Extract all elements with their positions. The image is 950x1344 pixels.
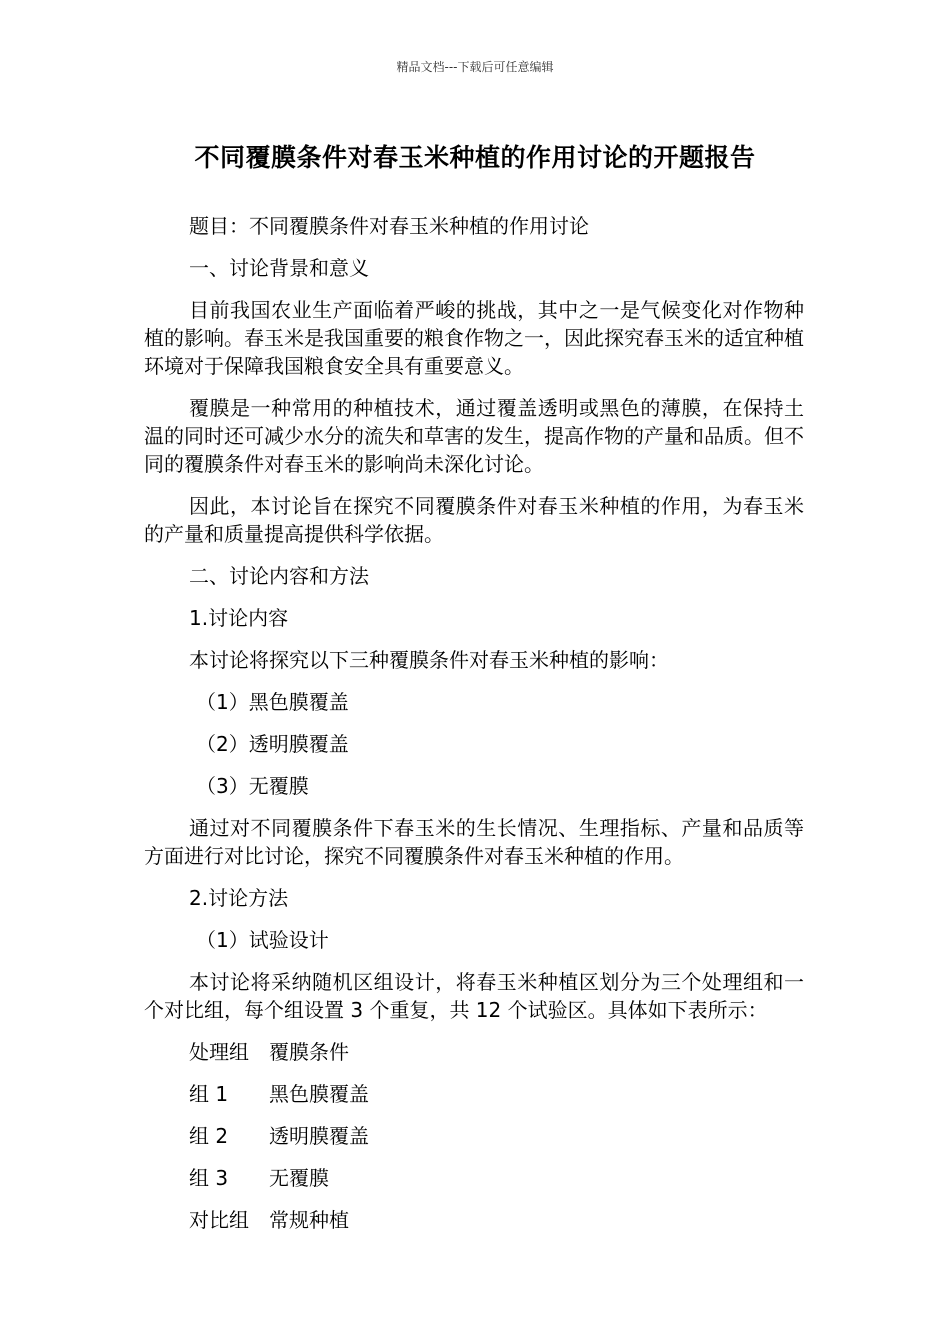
condition-item-no-film: （3）无覆膜	[196, 774, 309, 798]
table-header-condition: 覆膜条件	[269, 1040, 349, 1064]
header-note: 精品文档---下载后可任意编辑	[396, 60, 554, 74]
table-header-group: 处理组	[189, 1040, 249, 1064]
document-title: 不同覆膜条件对春玉米种植的作用讨论的开题报告	[194, 143, 756, 172]
condition-item-black-film: （1）黑色膜覆盖	[196, 690, 349, 714]
table-row	[189, 1122, 804, 1150]
table-header-row	[189, 1038, 804, 1066]
paragraph-comparison: 通过对不同覆膜条件下春玉米的生长情况、生理指标、产量和品质等方面进行对比讨论，探究不同覆膜条件对春玉米种植的作用。	[144, 816, 804, 868]
paragraph-mulching: 覆膜是一种常用的种植技术，通过覆盖透明或黑色的薄膜，在保持土温的同时还可减少水分的流失和草害的发生，提高作物的产量和品质。但不同的覆膜条件对春玉米的影响尚未深化讨论。	[144, 396, 804, 476]
table-row	[189, 1164, 804, 1192]
table-cell-condition: 黑色膜覆盖	[269, 1082, 369, 1106]
section-heading-content-methods: 二、讨论内容和方法	[189, 564, 369, 588]
subheading-content: 1.讨论内容	[189, 606, 289, 630]
table-cell-group: 对比组	[189, 1208, 249, 1232]
document-body	[144, 212, 804, 1248]
treatment-table	[144, 1038, 804, 1234]
paragraph-background: 目前我国农业生产面临着严峻的挑战，其中之一是气候变化对作物种植的影响。春玉米是我国重要的粮食作物之一，因此探究春玉米的适宜种植环境对于保障我国粮食安全具有重要意义。	[144, 298, 804, 378]
method-item-design: （1）试验设计	[196, 928, 329, 952]
condition-item-clear-film: （2）透明膜覆盖	[196, 732, 349, 756]
table-cell-condition: 透明膜覆盖	[269, 1124, 369, 1148]
table-cell-condition: 无覆膜	[269, 1166, 329, 1190]
paragraph-design: 本讨论将采纳随机区组设计，将春玉米种植区划分为三个处理组和一个对比组，每个组设置 3 个重复，共 12 个试验区。具体如下表所示：	[144, 970, 804, 1022]
table-cell-group: 组 1	[189, 1082, 229, 1106]
paragraph-conditions-intro: 本讨论将探究以下三种覆膜条件对春玉米种植的影响：	[189, 648, 669, 672]
table-cell-group: 组 3	[189, 1166, 229, 1190]
subheading-methods: 2.讨论方法	[189, 886, 289, 910]
table-row	[189, 1206, 804, 1234]
paragraph-purpose: 因此，本讨论旨在探究不同覆膜条件对春玉米种植的作用，为春玉米的产量和质量提高提供科学依据。	[144, 494, 804, 546]
table-cell-group: 组 2	[189, 1124, 229, 1148]
table-cell-condition: 常规种植	[269, 1208, 349, 1232]
topic-line: 题目：不同覆膜条件对春玉米种植的作用讨论	[189, 214, 589, 238]
section-heading-background: 一、讨论背景和意义	[189, 256, 369, 280]
table-row	[189, 1080, 804, 1108]
